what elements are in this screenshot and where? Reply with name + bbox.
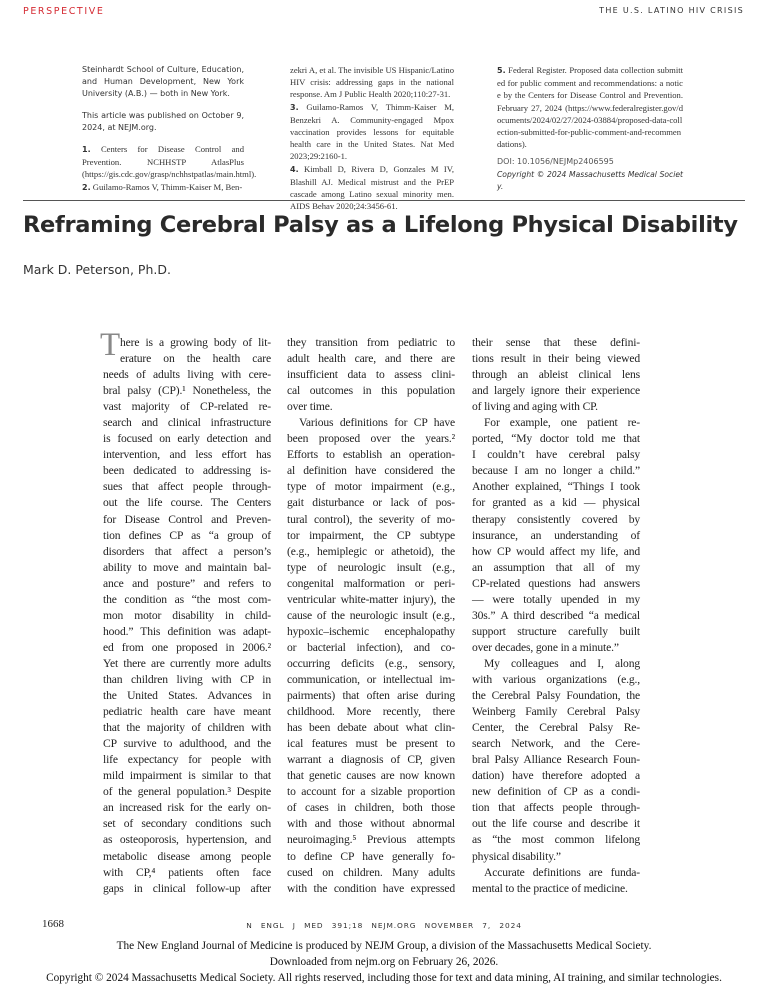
text-line: with various organizations (e.g.,	[472, 672, 640, 686]
text-line: been dedicated to addressing is-	[103, 464, 271, 478]
text-line: intervention, and less effort has	[103, 448, 271, 462]
text-line: because I am no longer a child.”	[472, 464, 640, 478]
text-line: sues that affect people through-	[103, 480, 271, 494]
text-line: Various definitions for CP have	[299, 416, 455, 430]
text-line: metabolic disease among people	[103, 849, 271, 863]
text-line: Efforts to establish an operation-	[287, 448, 455, 462]
affiliation: Steinhardt School of Culture, Education, and Human Development, New York University (A.B.) — both in New York.	[82, 65, 244, 99]
text-line: CP survive to adulthood, and the	[103, 737, 271, 751]
text-line: ventricular white-matter injury), the	[287, 592, 455, 606]
download-notice[interactable]: Downloaded from nejm.org on February 26, 2026.	[269, 956, 499, 968]
paragraph	[472, 335, 640, 415]
ref-text: Centers for Disease Control and Prevention. NCHHSTP AtlasPlus (https://gis.cdc.gov/grasp/nchhstpatlas/main.html).	[82, 144, 257, 180]
text-line: with and those without abnormal	[287, 817, 455, 831]
text-line: for granted as a kid — physical	[472, 496, 640, 510]
reference	[290, 101, 454, 163]
text-line: they transition from pediatric to	[287, 336, 455, 349]
text-line: ance and posture” and refers to	[103, 576, 271, 590]
text-line: the United States. Advances in	[103, 689, 271, 703]
text-line: through an ableist clinical lens	[472, 368, 640, 382]
text-line: set of secondary conditions such	[103, 817, 271, 831]
text-line: childhood. More recently, there	[287, 705, 455, 719]
text-line: disorders that affect a person’s	[103, 544, 271, 558]
text-line: vast majority of CP-related re-	[103, 400, 271, 414]
body-column-2	[287, 335, 455, 897]
text-line: has been debate about what clin-	[287, 721, 455, 735]
text-line: For example, one patient re-	[484, 416, 640, 430]
text-line: over time.	[287, 400, 333, 414]
ref-num: 3.	[290, 102, 299, 112]
text-line: hood.” This definition was adapt-	[103, 624, 271, 638]
footer-notice: The New England Journal of Medicine is produced by NEJM Group, a division of the Massachusetts Medical Society.	[116, 940, 652, 952]
text-line: cal outcomes in this population	[287, 384, 455, 398]
text-line: needs of adults living with cere-	[103, 368, 271, 382]
text-line: as “the most common lifelong	[472, 833, 640, 847]
text-line: out the life course. The Centers	[103, 496, 271, 510]
text-line: type of motor impairment (e.g.,	[287, 480, 455, 494]
ref-text: Guilamo-Ramos V, Thimm-Kaiser M, Benzekri A. Community-engaged Mpox vaccination provides lessons for equitable health care in the United States. Nat Med 2023;29:2160-1.	[290, 101, 454, 162]
ref-text: Guilamo-Ramos V, Thimm-Kaiser M, Ben-	[92, 181, 243, 192]
text-line: al definition have considered the	[287, 464, 455, 478]
copyright: Copyright © 2024 Massachusetts Medical Society.	[497, 169, 683, 191]
body-column-1	[103, 335, 271, 897]
paragraph	[472, 865, 640, 897]
text-line: with the condition have expressed	[287, 881, 455, 895]
ref-num: 1.	[82, 145, 91, 155]
text-line: an assumption that all of my	[472, 560, 640, 574]
paragraph	[472, 415, 640, 656]
reference	[82, 181, 244, 194]
text-line: occurring deficits (e.g., sensory,	[287, 656, 455, 670]
ref-text: Federal Register. Proposed data collection submitted for public comment and recommendations: a notice by the Centers for Disease Control and Prevention. February 27, 2024 (https://www.federalregister.gov/documents/2024/02/27/2024-03884/proposed-data-collection-submitted-for-public-comment-and-recommendations).	[497, 65, 683, 150]
text-line: 30s.” A third described “a medical	[472, 608, 640, 622]
body-column-3	[472, 335, 640, 897]
text-line: of living and aging with CP.	[472, 400, 598, 414]
text-line: than children living with CP in	[103, 672, 271, 686]
top-refs-col1	[82, 64, 257, 194]
divider	[23, 200, 745, 201]
text-line: tions result in their being viewed	[472, 352, 640, 366]
reference	[497, 64, 683, 150]
text-line: tor impairment, the CP subtype	[287, 528, 455, 542]
text-line: Center, the Cerebral Palsy Re-	[472, 721, 640, 735]
page-number: 1668	[42, 918, 64, 930]
text-line: My colleagues and I, along	[484, 656, 640, 670]
text-line: gaps in clinical follow-up after	[103, 881, 271, 895]
ref-num: 4.	[290, 164, 299, 174]
article-title: Reframing Cerebral Palsy as a Lifelong Physical Disability	[23, 212, 738, 238]
text-line: CP-related questions had answers	[472, 576, 640, 590]
text-line: here is a growing body of lit-	[120, 336, 271, 349]
text-line: insufficient data to assess clini-	[287, 368, 455, 382]
text-line: type of neurologic insult (e.g.,	[287, 560, 455, 574]
text-line: with CP,⁴ patients often face	[103, 865, 271, 879]
text-line: neuroimaging.⁵ Previous attempts	[287, 833, 455, 847]
text-line: bral Palsy Alliance Research Foun-	[472, 753, 640, 767]
text-line: of the general population.³ Despite	[103, 785, 271, 799]
section-label: PERSPECTIVE	[23, 6, 105, 17]
text-line: the Cerebral Palsy Foundation, the	[472, 689, 640, 703]
text-line: Weinberg Family Cerebral Palsy	[472, 705, 640, 719]
text-line: an increased risk for the early on-	[103, 801, 271, 815]
paragraph	[472, 656, 640, 865]
text-line: pediatric health care have meant	[103, 705, 271, 719]
text-line: communication, or intellectual im-	[287, 672, 455, 686]
text-line: or bacterial infection), and co-	[287, 640, 455, 654]
text-line: physical disability.”	[472, 849, 561, 863]
text-line: that the majority of children with	[103, 721, 271, 735]
text-line: ical features must be present to	[287, 737, 455, 751]
published-note: This article was published on October 9, 2024, at NEJM.org.	[82, 110, 244, 132]
paragraph	[287, 415, 455, 896]
text-line: mon motor disability in child-	[103, 608, 271, 622]
reference-continued: zekri A, et al. The invisible US Hispanic/Latino HIV crisis: addressing gaps in the national response. Am J Public Health 2020;110:27-31.	[290, 65, 454, 100]
text-line: ed from one proposed in 2006.²	[103, 640, 271, 654]
text-line: pairments) that often arise during	[287, 689, 455, 703]
text-line: — were totally upended in my	[472, 592, 640, 606]
text-line: dation) have therefore adopted a	[472, 769, 640, 783]
text-line: to account for a sizable proportion	[287, 785, 455, 799]
text-line: mild impairment is similar to that	[103, 769, 271, 783]
reference	[82, 143, 257, 181]
ref-num: 2.	[82, 182, 91, 192]
text-line: Yet there are currently more adults	[103, 656, 271, 670]
reference	[290, 163, 454, 213]
top-refs-col2	[290, 64, 454, 212]
text-line: and largely ignore their experience	[472, 384, 640, 398]
text-line: (e.g., hemiplegic or athetoid), the	[287, 544, 455, 558]
text-line: that genetic causes are now known	[287, 769, 455, 783]
text-line: cause of the neurologic insult (e.g.,	[287, 608, 455, 622]
text-line: of cases in children, both those	[287, 801, 455, 815]
text-line: hypoxic–ischemic encephalopathy	[287, 624, 455, 638]
text-line: their sense that these defini-	[472, 336, 640, 349]
text-line: ability to move and maintain bal-	[103, 560, 271, 574]
text-line: insurance, an understanding of	[472, 528, 640, 542]
doi[interactable]: DOI: 10.1056/NEJMp2406595	[497, 157, 614, 167]
text-line: bral palsy (CP).¹ Nonetheless, the	[103, 384, 271, 398]
text-line: congenital malformation or peri-	[287, 576, 455, 590]
text-line: tural control), the severity of mo-	[287, 512, 455, 526]
text-line: mental to the practice of medicine.	[472, 881, 628, 895]
text-line: Accurate definitions are funda-	[484, 865, 640, 879]
ref-num: 5.	[497, 66, 506, 75]
paragraph	[287, 335, 455, 415]
text-line: Another explained, “Things I took	[472, 480, 640, 494]
text-line: tion defines CP as “a group of	[103, 528, 271, 542]
text-line: life expectancy for people with	[103, 753, 271, 767]
text-line: search Network, and the Cere-	[472, 737, 640, 751]
drop-cap: T	[100, 327, 121, 363]
running-title: THE U.S. LATINO HIV CRISIS	[599, 6, 744, 15]
top-refs-col3	[497, 64, 683, 193]
text-line: cused on children. Many adults	[287, 865, 455, 879]
text-line: how CP would affect my life, and	[472, 544, 640, 558]
journal-citation: N ENGL J MED 391;18 NEJM.ORG NOVEMBER 7, 2024	[246, 921, 522, 930]
paragraph	[103, 335, 271, 897]
text-line: erature on the health care	[120, 352, 271, 366]
text-line: as osteoporosis, hypertension, and	[103, 833, 271, 847]
text-line: is focused on early detection and	[103, 432, 271, 446]
ref-text: Kimball D, Rivera D, Gonzales M IV, Blashill AJ. Medical mistrust and the PrEP cascade among Latino sexual minority men. AIDS Behav 2020;24:3456-61.	[290, 163, 454, 212]
text-line: ported, “My doctor told me that	[472, 432, 640, 446]
text-line: therapy consistently covered by	[472, 512, 640, 526]
text-line: been proposed over the years.²	[287, 432, 455, 446]
text-line: to define CP have generally fo-	[287, 849, 455, 863]
text-line: the condition as “the most com-	[103, 592, 271, 606]
text-line: gait disturbance or lack of pos-	[287, 496, 455, 510]
text-line: tion that affects people through-	[472, 801, 640, 815]
text-line: support structure carefully built	[472, 624, 640, 638]
copyright-notice: Copyright © 2024 Massachusetts Medical Society. All rights reserved, including those for text and data mining, AI training, and similar technologies.	[46, 972, 722, 984]
text-line: warrant a diagnosis of CP, given	[287, 753, 455, 767]
text-line: search and clinical infrastructure	[103, 416, 271, 430]
text-line: adult health care, and there are	[287, 352, 455, 366]
text-line: out the life course and describe it	[472, 817, 640, 831]
author: Mark D. Peterson, Ph.D.	[23, 262, 171, 277]
text-line: for Disease Control and Preven-	[103, 512, 271, 526]
text-line: new definition of CP as a condi-	[472, 785, 640, 799]
text-line: over decades, gone in a minute.”	[472, 640, 619, 654]
text-line: I couldn’t have cerebral palsy	[472, 448, 640, 462]
